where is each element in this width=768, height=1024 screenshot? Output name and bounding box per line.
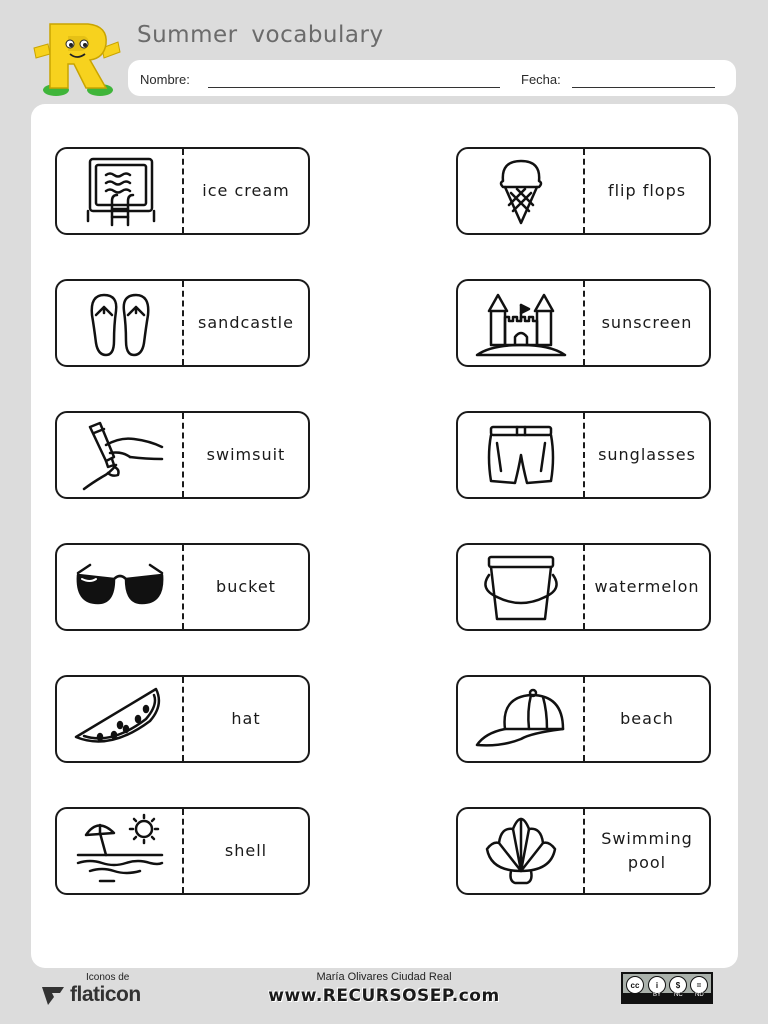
vocab-card[interactable] [456, 675, 711, 763]
card-picture [57, 677, 184, 761]
vocab-card[interactable] [456, 807, 711, 895]
card-picture [458, 677, 585, 761]
card-picture [458, 809, 585, 893]
date-label: Fecha: [521, 72, 561, 87]
cc-icon: cc [626, 976, 644, 994]
creative-commons-badge [621, 972, 713, 1004]
card-word: sunscreen [601, 313, 693, 332]
vocab-card[interactable] [456, 147, 711, 235]
card-word: bucket [216, 577, 276, 596]
vocab-card[interactable] [55, 675, 310, 763]
vocab-card[interactable] [456, 279, 711, 367]
date-field[interactable] [572, 87, 715, 88]
vocab-card[interactable] [55, 279, 310, 367]
swimsuit-icon [471, 417, 571, 493]
vocab-card[interactable] [55, 411, 310, 499]
flaticon-brand: flaticon [70, 983, 141, 1006]
recursosep-logo-icon [30, 18, 122, 98]
attribution-icon: i [648, 976, 666, 994]
noderivatives-icon: = [690, 976, 708, 994]
card-picture [458, 413, 585, 497]
vocab-card[interactable] [456, 543, 711, 631]
icons-credit-label: Iconos de [86, 972, 130, 983]
website-link[interactable]: www.RECURSOSEP.com [268, 986, 500, 1006]
name-field[interactable] [208, 87, 500, 88]
card-word: sandcastle [198, 313, 294, 332]
license-by-label: BY [653, 992, 662, 998]
card-word: ice cream [202, 181, 290, 200]
author-name: María Olivares Ciudad Real [316, 971, 452, 983]
card-word: swimsuit [206, 445, 286, 464]
swimming-pool-icon [70, 153, 170, 229]
card-word: sunglasses [598, 445, 696, 464]
sunglasses-icon [70, 549, 170, 625]
license-nd-label: ND [695, 992, 704, 998]
card-word: hat [231, 709, 261, 728]
card-word: beach [620, 709, 674, 728]
card-picture [57, 809, 184, 893]
vocab-card[interactable] [55, 807, 310, 895]
shell-icon [471, 813, 571, 889]
name-label: Nombre: [140, 72, 190, 87]
card-picture [57, 545, 184, 629]
ice-cream-icon [471, 153, 571, 229]
card-word: flip flops [607, 181, 687, 200]
sandcastle-icon [471, 285, 571, 361]
bucket-icon [471, 549, 571, 625]
beach-icon [70, 813, 170, 889]
license-nc-label: NC [674, 992, 683, 998]
cap-icon [471, 681, 571, 757]
card-word: Swimming pool [601, 829, 693, 872]
noncommercial-icon: $ [669, 976, 687, 994]
name-date-bar [128, 60, 736, 96]
sunscreen-icon [70, 417, 170, 493]
watermelon-icon [70, 681, 170, 757]
vocab-card[interactable] [456, 411, 711, 499]
page-title: Summer vocabulary [137, 22, 384, 48]
license-label-band [623, 993, 711, 1002]
flip-flops-icon [70, 285, 170, 361]
card-word: shell [224, 841, 268, 860]
card-picture [57, 413, 184, 497]
card-picture [57, 281, 184, 365]
card-word: watermelon [594, 577, 700, 596]
vocab-card[interactable] [55, 147, 310, 235]
vocab-card[interactable] [55, 543, 310, 631]
card-picture [458, 545, 585, 629]
card-picture [458, 281, 585, 365]
card-picture [458, 149, 585, 233]
card-picture [57, 149, 184, 233]
